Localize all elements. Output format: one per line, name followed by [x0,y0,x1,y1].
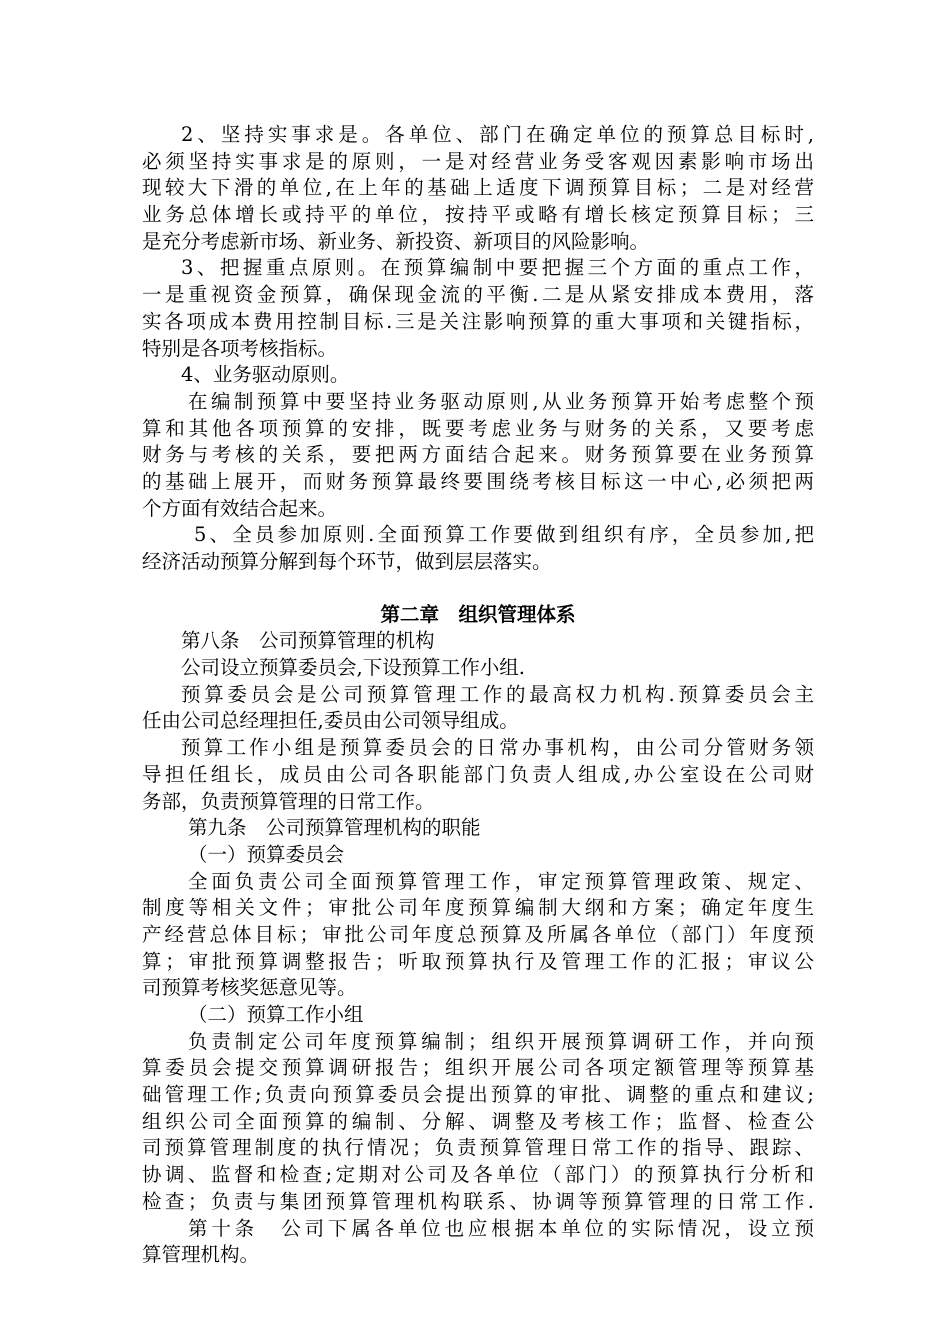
paragraph-line: 负责制定公司年度预算编制；组织开展预算调研工作，并向预 [188,1029,814,1053]
section-heading: （二）预算工作小组 [188,1003,364,1026]
paragraph-line: 导担任组长，成员由公司各职能部门负责人组成,办公室设在公司财 [142,762,814,786]
paragraph-line: 协调、监督和检查;定期对公司及各单位（部门）的预算执行分析和 [142,1163,814,1187]
paragraph-line: 任由公司总经理担任,委员由公司领导组成。 [142,709,519,733]
paragraph-line: 2、坚持实事求是。各单位、部门在确定单位的预算总目标时, [181,123,814,146]
paragraph-line: 制度等相关文件；审批公司年度预算编制大纲和方案；确定年度生 [142,896,814,920]
document-body [142,122,814,1269]
paragraph-line: 产经营总体目标；审批公司年度总预算及所属各单位（部门）年度预 [142,922,814,946]
paragraph-line: 4、业务驱动原则。 [181,363,350,387]
paragraph-line: 务部，负责预算管理的日常工作。 [142,789,435,813]
paragraph-line: 公司设立预算委员会,下设预算工作小组. [181,656,525,680]
chapter-heading: 第二章 组织管理体系 [380,602,576,626]
paragraph-line: 算管理机构。 [142,1243,260,1267]
paragraph-line: 现较大下滑的单位,在上年的基础上适度下调预算目标；二是对经营 [142,176,814,200]
paragraph-line: 是充分考虑新市场、新业务、新投资、新项目的风险影响。 [142,229,650,253]
paragraph-line: 算和其他各项预算的安排，既要考虑业务与财务的关系，又要考虑 [142,416,814,440]
paragraph-line: 3、把握重点原则。在预算编制中要把握三个方面的重点工作， [181,256,814,280]
paragraph-line: 5、全员参加原则.全面预算工作要做到组织有序，全员参加,把 [194,523,814,547]
paragraph-line: 预算委员会是公司预算管理工作的最高权力机构.预算委员会主 [181,682,814,706]
paragraph-line: 检查；负责与集团预算管理机构联系、协调等预算管理的日常工作. [142,1189,814,1213]
paragraph-line: 经济活动预算分解到每个环节，做到层层落实。 [142,550,552,573]
paragraph-line: 特别是各项考核指标。 [142,336,338,360]
paragraph-line: 司预算考核奖惩意见等。 [142,976,357,1000]
paragraph-line: 全面负责公司全面预算管理工作，审定预算管理政策、规定、 [188,869,814,893]
paragraph-line: 必须坚持实事求是的原则，一是对经营业务受客观因素影响市场出 [142,149,814,173]
paragraph-line: 一是重视资金预算，确保现金流的平衡.二是从紧安排成本费用，落 [142,283,814,307]
paragraph-line: 础管理工作;负责向预算委员会提出预算的审批、调整的重点和建议; [142,1083,814,1107]
article-heading: 第十条 公司下属各单位也应根据本单位的实际情况，设立预 [188,1216,814,1240]
paragraph-line: 实各项成本费用控制目标.三是关注影响预算的重大事项和关键指标， [142,309,814,333]
paragraph-line: 在编制预算中要坚持业务驱动原则,从业务预算开始考虑整个预 [188,389,814,413]
paragraph-line: 算；审批预算调整报告；听取预算执行及管理工作的汇报；审议公 [142,949,814,973]
paragraph-line: 业务总体增长或持平的单位，按持平或略有增长核定预算目标；三 [142,203,814,227]
article-heading: 第九条 公司预算管理机构的职能 [188,816,481,840]
paragraph-line: 算委员会提交预算调研报告；组织开展公司各项定额管理等预算基 [142,1056,814,1080]
article-heading: 第八条 公司预算管理的机构 [181,629,435,653]
section-heading: （一）预算委员会 [188,842,345,866]
paragraph-line: 预算工作小组是预算委员会的日常办事机构，由公司分管财务领 [181,736,814,760]
paragraph-line: 的基础上展开，而财务预算最终要围绕考核目标这一中心,必须把两 [142,469,814,493]
paragraph-line: 司预算管理制度的执行情况；负责预算管理日常工作的指导、跟踪、 [142,1136,814,1160]
paragraph-line: 组织公司全面预算的编制、分解、调整及考核工作；监督、检查公 [142,1109,814,1133]
paragraph-line: 财务与考核的关系，要把两方面结合起来。财务预算要在业务预算 [142,443,814,467]
paragraph-line: 个方面有效结合起来。 [142,496,338,520]
